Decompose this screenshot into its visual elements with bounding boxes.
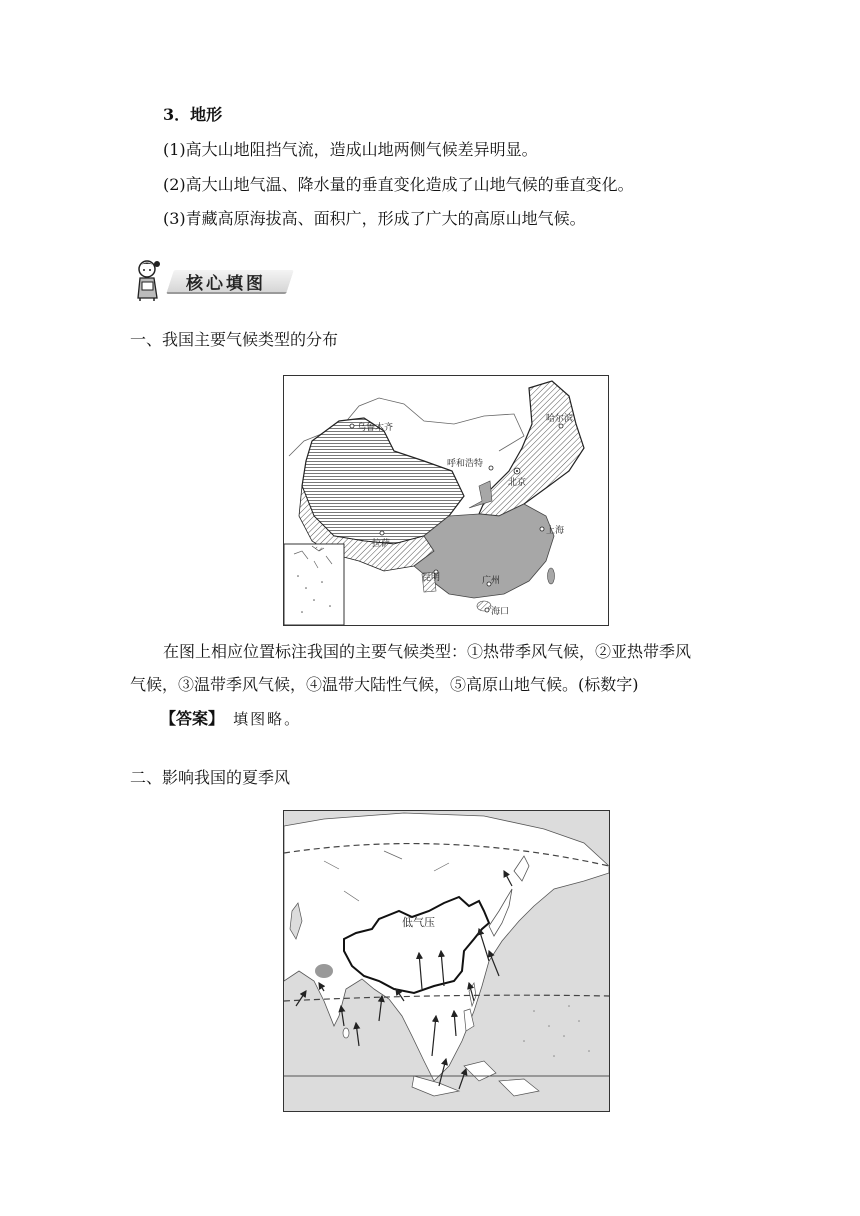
core-map-badge [130, 258, 300, 302]
city-label-hohhot: 呼和浩特 [447, 459, 484, 469]
terrain-point-2: (2)高大山地气温、降水量的垂直变化造成了山地气候的垂直变化。 [163, 175, 634, 194]
answer-tag: 【答案】 [160, 709, 225, 728]
china-climate-map [283, 375, 609, 626]
city-label-shanghai: 上海 [546, 526, 565, 536]
terrain-point-1: (1)高大山地阻挡气流，造成山地两侧气候差异明显。 [163, 140, 538, 159]
part1-heading: 一、我国主要气候类型的分布 [130, 330, 339, 349]
city-label-haikou: 海口 [491, 607, 510, 617]
section-heading-terrain: 3．地形 [163, 105, 223, 124]
summer-monsoon-map-drawing [284, 811, 609, 1111]
part2-heading: 二、影响我国的夏季风 [130, 768, 291, 787]
city-label-beijing: 北京 [508, 478, 527, 488]
city-label-guangzhou: 广州 [482, 576, 501, 586]
city-label-lhasa: 拉萨 [372, 539, 391, 549]
low-pressure-label: 低气压 [402, 916, 435, 929]
city-label-harbin: 哈尔滨 [546, 414, 574, 424]
badge-label: 核心填图 [186, 274, 266, 294]
city-label-kunming: 昆明 [422, 573, 441, 583]
terrain-point-3: (3)青藏高原海拔高、面积广，形成了广大的高原山地气候。 [163, 209, 586, 228]
city-label-urumqi: 乌鲁木齐 [357, 423, 394, 433]
summer-monsoon-map [283, 810, 610, 1112]
girl-reading-icon [130, 258, 170, 302]
china-climate-map-drawing [284, 376, 608, 625]
instruction-line-1: 在图上相应位置标注我国的主要气候类型：①热带季风气候，②亚热带季风 [163, 642, 692, 661]
instruction-line-2: 气候，③温带季风气候，④温带大陆性气候，⑤高原山地气候。(标数字) [130, 675, 639, 694]
answer-text: 填图略。 [233, 710, 302, 728]
